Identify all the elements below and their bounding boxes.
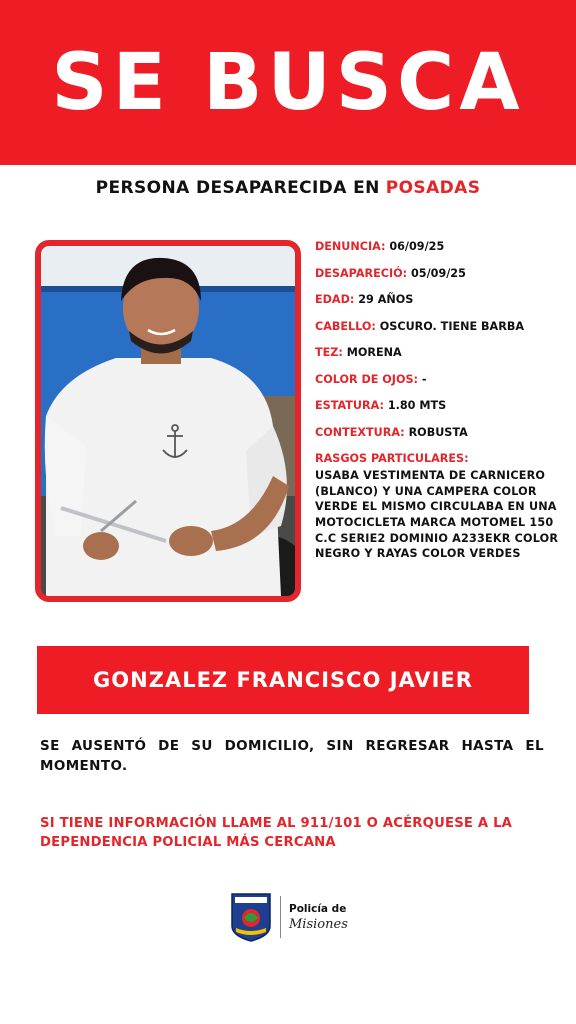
detail-label: TEZ: xyxy=(315,346,343,359)
subtitle xyxy=(0,178,576,198)
detail-label: CABELLO: xyxy=(315,319,376,333)
detail-tez xyxy=(315,346,565,360)
details-panel xyxy=(315,240,565,575)
detail-estatura xyxy=(315,399,565,413)
detail-label: ESTATURA: xyxy=(315,399,384,412)
logo-divider xyxy=(280,896,281,938)
police-badge-icon xyxy=(230,892,272,942)
poster-title: SE BUSCA xyxy=(51,37,525,128)
police-logo xyxy=(230,892,348,942)
person-name-bar xyxy=(37,646,529,714)
detail-value: 1.80 MTS xyxy=(387,399,447,412)
person-photo-illustration xyxy=(41,246,295,596)
detail-denuncia xyxy=(315,240,565,254)
absence-statement: SE AUSENTÓ DE SU DOMICILIO, SIN REGRESAR HASTA EL MOMENTO. xyxy=(40,738,544,774)
subtitle-city: POSADAS xyxy=(385,178,481,198)
detail-label: DENUNCIA: xyxy=(315,240,386,253)
detail-rasgos xyxy=(315,452,565,562)
detail-label: CONTEXTURA: xyxy=(315,425,405,439)
detail-desaparecio xyxy=(315,267,565,281)
logo-line-2: Misiones xyxy=(289,916,348,932)
detail-value: MORENA xyxy=(346,346,402,359)
detail-value: - xyxy=(421,372,427,386)
detail-label: RASGOS PARTICULARES: xyxy=(315,452,469,465)
detail-value: USABA VESTIMENTA DE CARNICERO (BLANCO) Y UNA CAMPERA COLOR VERDE EL MISMO CIRCULABA EN UNA MOTOCICLETA MARCA MOTOMEL 150 C.C SERIE2 DOMINIO A233EKR COLOR NEGRO Y RAYAS COLOR VERDES xyxy=(315,469,559,561)
subtitle-text: PERSONA DESAPARECIDA EN xyxy=(95,178,380,198)
detail-value: 29 AÑOS xyxy=(358,293,414,306)
detail-edad xyxy=(315,293,565,307)
detail-value: ROBUSTA xyxy=(408,425,468,439)
missing-person-photo xyxy=(35,240,301,602)
detail-ojos xyxy=(315,373,565,387)
contact-instructions: SI TIENE INFORMACIÓN LLAME AL 911/101 O ACÉRQUESE A LA DEPENDENCIA POLICIAL MÁS CERCANA xyxy=(40,816,513,851)
detail-value: 06/09/25 xyxy=(389,240,445,253)
detail-cabello xyxy=(315,320,565,334)
logo-text xyxy=(289,903,348,932)
detail-contextura xyxy=(315,426,565,440)
detail-label: EDAD: xyxy=(315,293,355,306)
detail-value: 05/09/25 xyxy=(411,266,466,280)
detail-value: OSCURO. TIENE BARBA xyxy=(379,319,525,333)
person-name: GONZALEZ FRANCISCO JAVIER xyxy=(93,668,473,692)
detail-label: DESAPARECIÓ: xyxy=(315,266,408,280)
header-banner xyxy=(0,0,576,165)
logo-line-1: Policía de xyxy=(289,902,347,915)
detail-label: COLOR DE OJOS: xyxy=(315,372,419,386)
